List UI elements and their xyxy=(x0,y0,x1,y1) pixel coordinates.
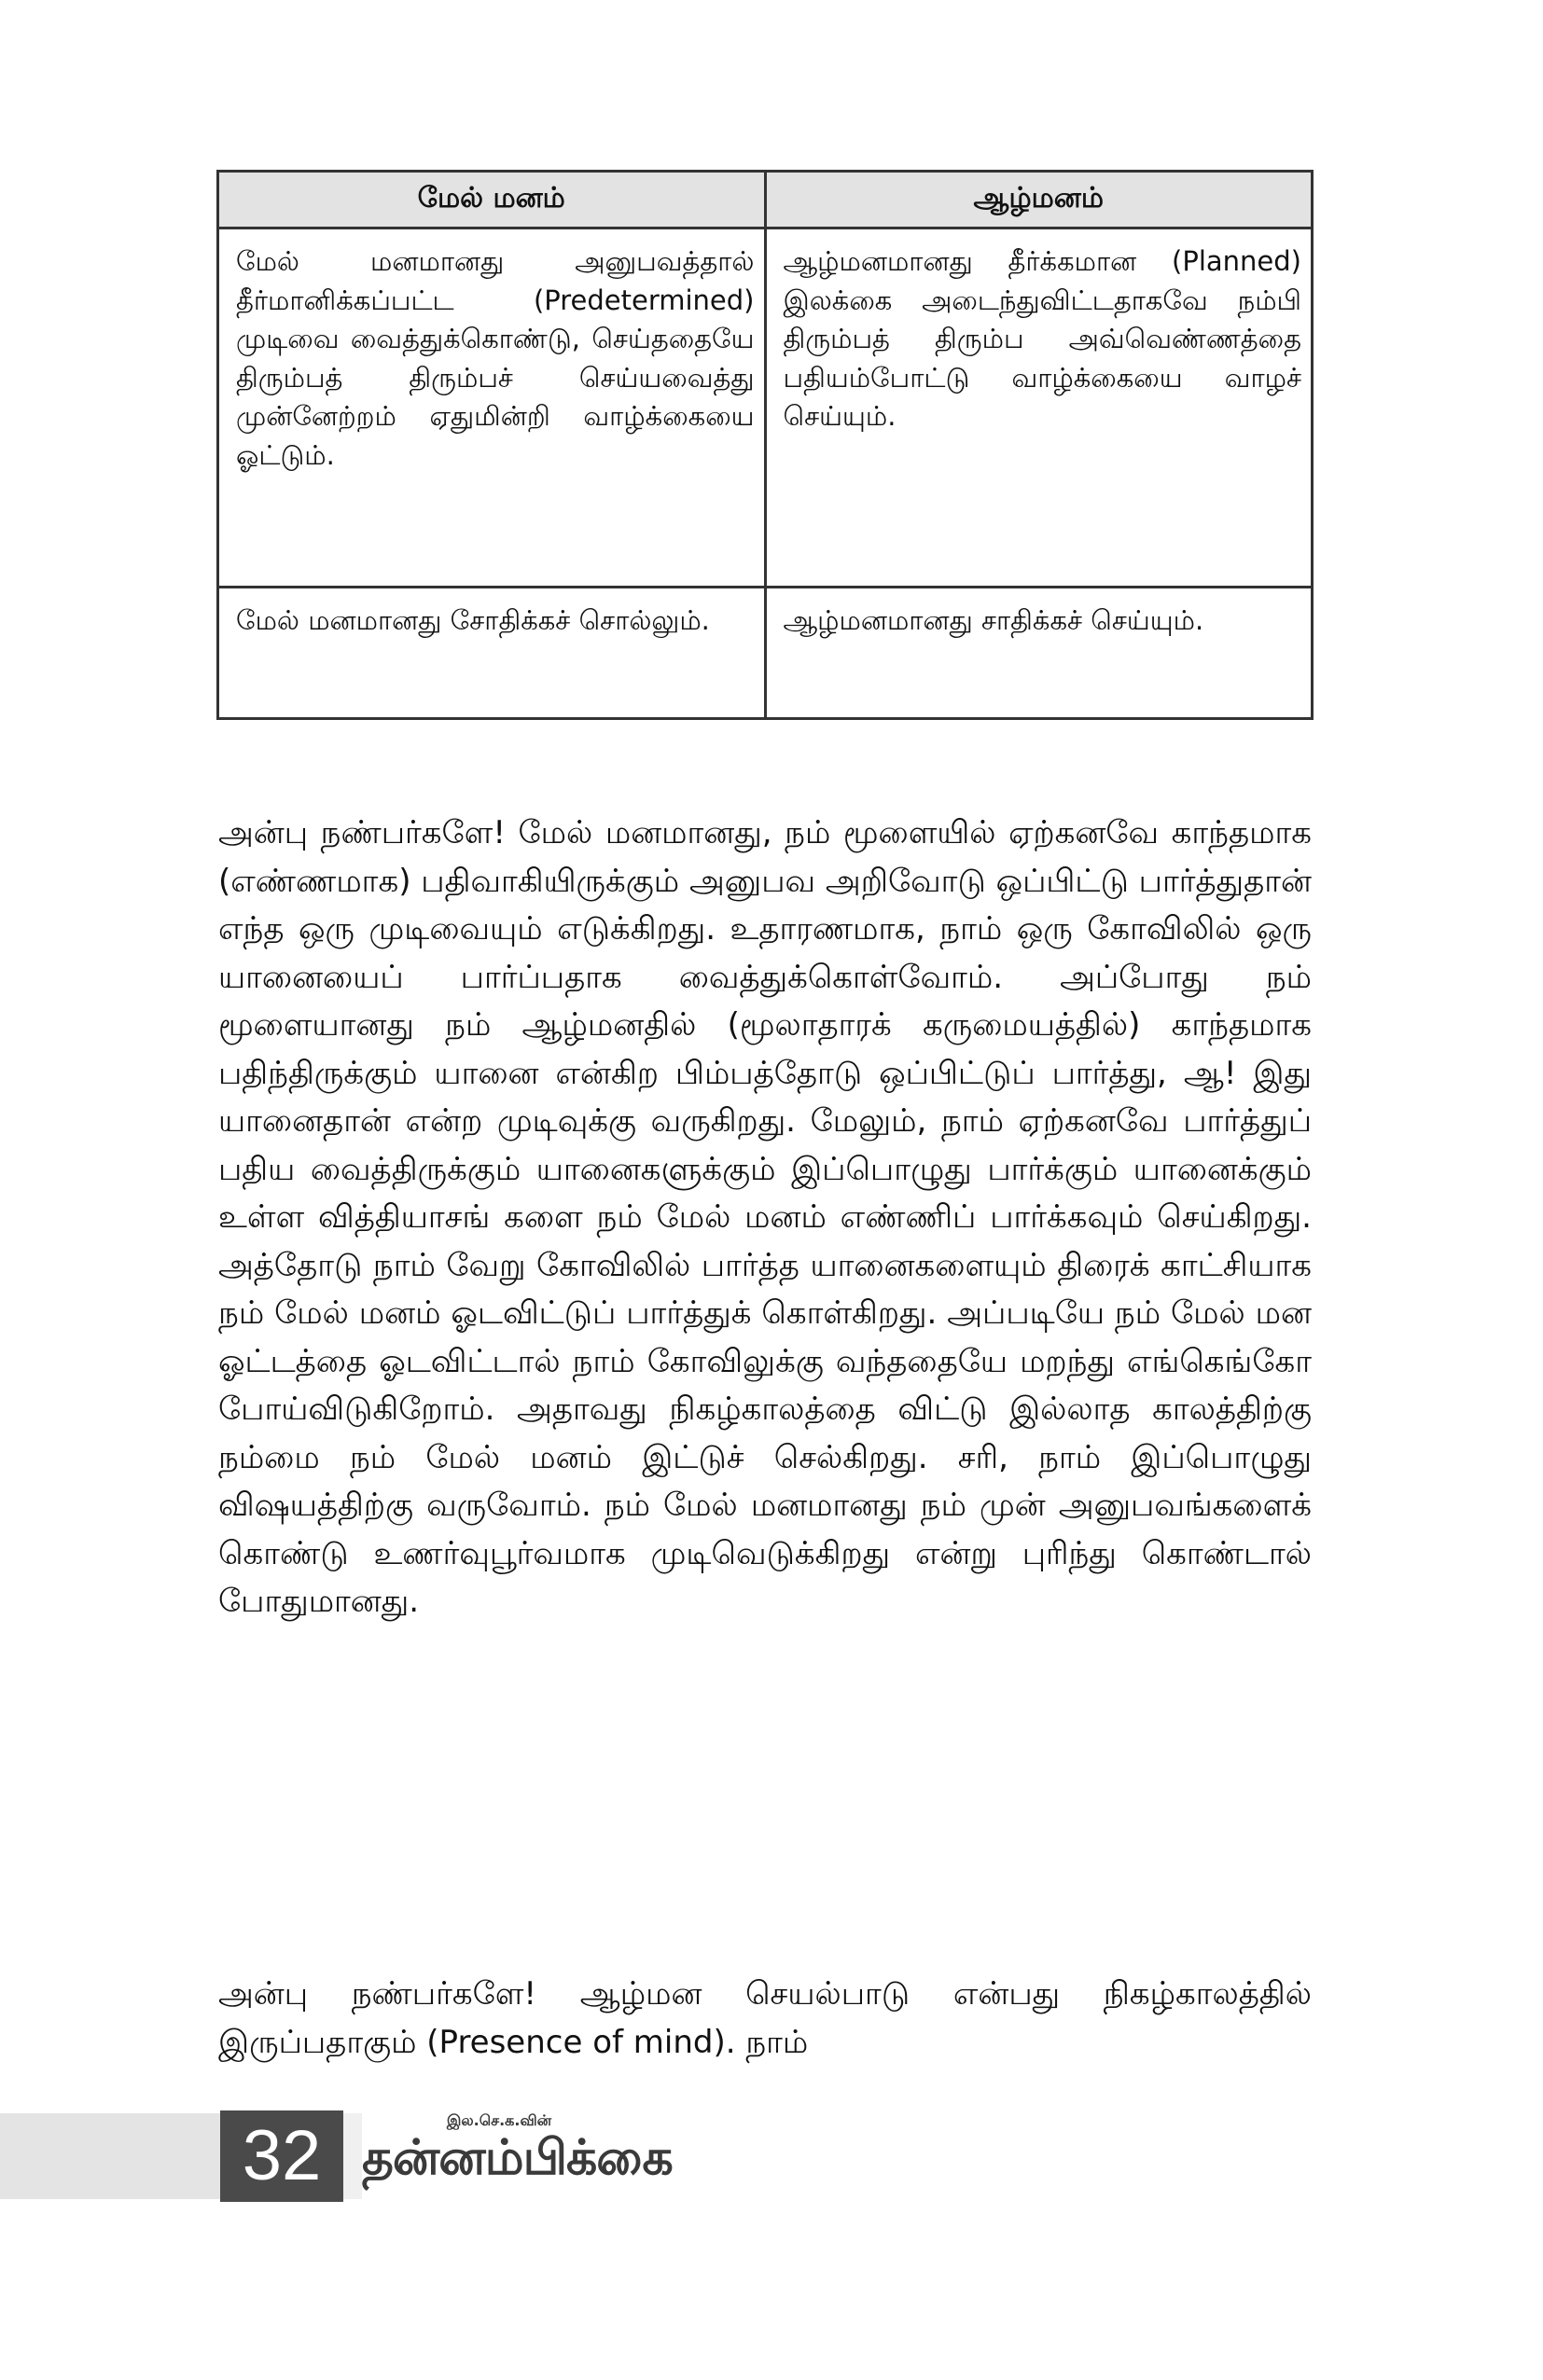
page-number: 32 xyxy=(220,2110,343,2202)
logo-subtitle: இல.செ.க.வின் xyxy=(446,2111,552,2129)
table-cell: ஆழ்மனமானது சாதிக்கச் செய்யும். xyxy=(765,588,1313,719)
footer-band-divider xyxy=(343,2113,362,2199)
body-paragraph: அன்பு நண்பர்களே! ஆழ்மன செயல்பாடு என்பது நிகழ்காலத்தில் இருப்பதாகும் (Presence of mind). நாம் xyxy=(218,1975,1312,2061)
table-cell: மேல் மனமானது சோதிக்கச் சொல்லும். xyxy=(218,588,766,719)
logo-title: தன்னம்பிக்கை xyxy=(362,2130,673,2186)
footer-band xyxy=(0,2113,220,2199)
header-surface-mind: மேல் மனம் xyxy=(218,172,766,228)
magazine-logo xyxy=(362,2111,673,2205)
table-row xyxy=(218,588,1313,719)
table-cell: ஆழ்மனமானது தீர்க்கமான (Planned) இலக்கை அடைந்துவிட்டதாகவே நம்பி திரும்பத் திரும்ப அவ்வெண்ணத்தை பதியம்போட்டு வாழ்க்கையை வாழச் செய்யும். xyxy=(765,228,1313,588)
table-header-row xyxy=(218,172,1313,228)
header-deep-mind: ஆழ்மனம் xyxy=(765,172,1313,228)
table-row xyxy=(218,228,1313,588)
comparison-table xyxy=(216,170,1314,720)
table-cell: மேல் மனமானது அனுபவத்தால் தீர்மானிக்கப்பட்ட (Predetermined) முடிவை வைத்துக்கொண்டு, செய்ததையே திரும்பத் திரும்பச் செய்யவைத்து முன்னேற்றம் ஏதுமின்றி வாழ்க்கையை ஓட்டும். xyxy=(218,228,766,588)
body-paragraph: அன்பு நண்பர்களே! மேல் மனமானது, நம் மூளையில் ஏற்கனவே காந்தமாக (எண்ணமாக) பதிவாகியிருக்கும் அனுபவ அறிவோடு ஒப்பிட்டு பார்த்துதான் எந்த ஒரு முடிவையும் எடுக்கிறது. உதாரணமாக, நாம் ஒரு கோவிலில் ஒரு யானையைப் பார்ப்பதாக வைத்துக்கொள்வோம். அப்போது நம் மூளையானது நம் ஆழ்மனதில் (மூலாதாரக் கருமையத்தில்) காந்தமாக பதிந்திருக்கும் யானை என்கிற பிம்பத்தோடு ஒப்பிட்டுப் பார்த்து, ஆ! இது யானைதான் என்ற முடிவுக்கு வருகிறது. மேலும், நாம் ஏற்கனவே பார்த்துப் பதிய வைத்திருக்கும் யானைகளுக்கும் இப்பொழுது பார்க்கும் யானைக்கும் உள்ள வித்தியாசங் களை நம் மேல் மனம் எண்ணிப் பார்க்கவும் செய்கிறது. அத்தோடு நாம் வேறு கோவிலில் பார்த்த யானைகளையும் திரைக் காட்சியாக நம் மேல் மனம் ஓடவிட்டுப் பார்த்துக் கொள்கிறது. அப்படியே நம் மேல் மன ஓட்டத்தை ஓடவிட்டால் நாம் கோவிலுக்கு வந்ததையே மறந்து எங்கெங்கோ போய்விடுகிறோம். அதாவது நிகழ்காலத்தை விட்டு இல்லாத காலத்திற்கு நம்மை நம் மேல் மனம் இட்டுச் செல்கிறது. சரி, நாம் இப்பொழுது விஷயத்திற்கு வருவோம். நம் மேல் மனமானது நம் முன் அனுபவங்களைக் கொண்டு உணர்வுபூர்வமாக முடிவெடுக்கிறது என்று புரிந்து கொண்டால் போதுமானது. xyxy=(218,814,1312,1620)
